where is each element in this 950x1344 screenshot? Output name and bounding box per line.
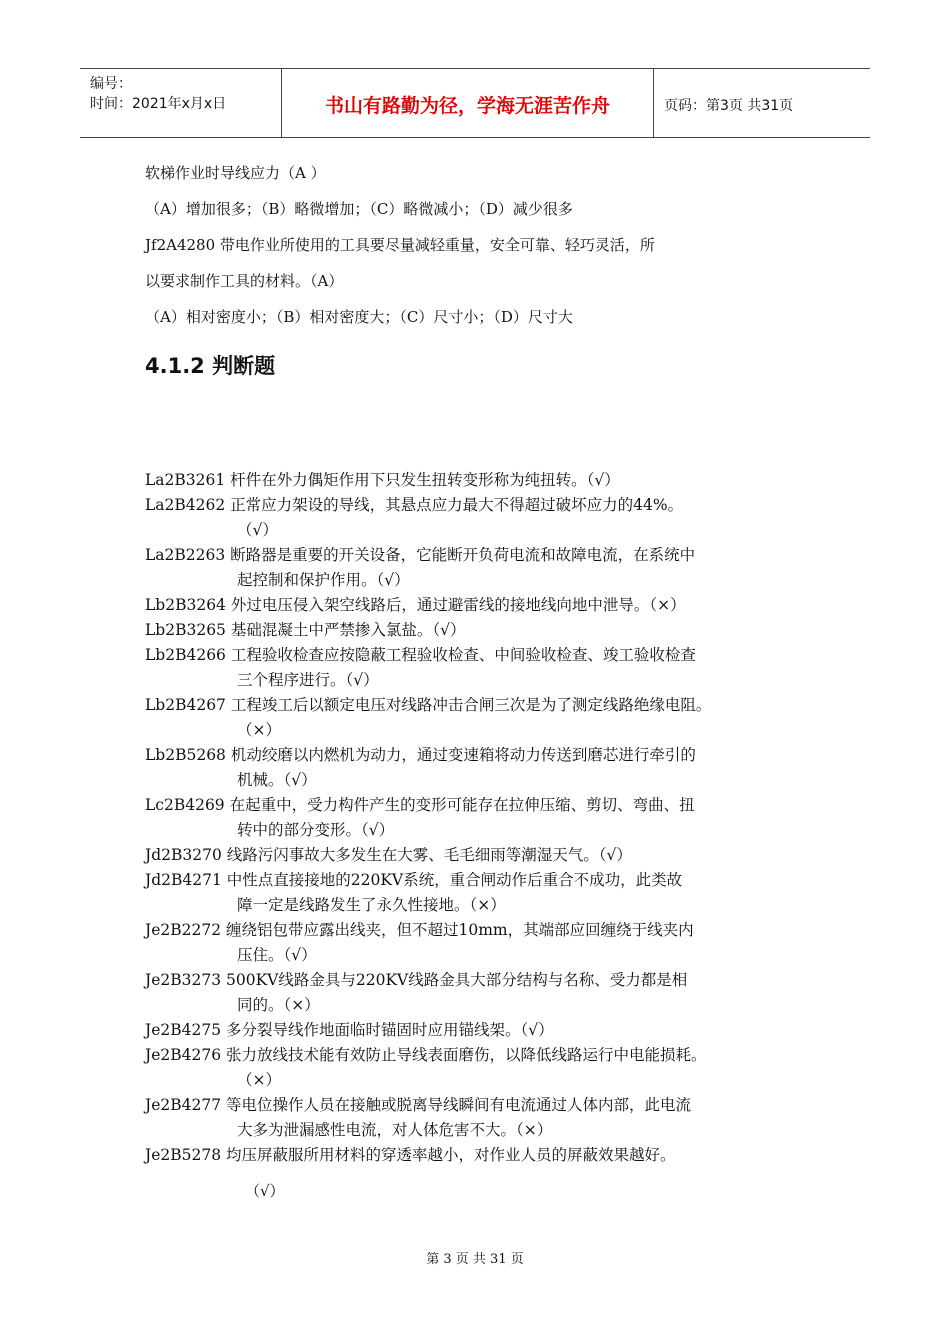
judgment-text-cont: 转中的部分变形。（√） xyxy=(237,821,395,839)
judgment-text: Jd2B4271 中性点直接接地的220KV系统，重合闸动作后重合不成功，此类故 xyxy=(145,871,683,889)
date-line: 时间：2021年x月x日 xyxy=(90,96,227,112)
judgment-text: Je2B5278 均压屏蔽服所用材料的穿透率越小，对作业人员的屏蔽效果越好。 xyxy=(145,1146,676,1164)
judgment-text: Je2B4277 等电位操作人员在接触或脱离导线瞬间有电流通过人体内部，此电流 xyxy=(145,1096,692,1114)
judgment-text: Lb2B4266 工程验收检查应按隐蔽工程验收检查、中间验收检查、竣工验收检查 xyxy=(145,646,696,664)
judgment-text: Je2B2272 缠绕铝包带应露出线夹，但不超过10mm，其端部应回缠绕于线夹内 xyxy=(145,921,694,939)
judgment-item xyxy=(145,793,835,843)
motto: 书山有路勤为径，学海无涯苦作舟 xyxy=(324,95,610,117)
judgment-item xyxy=(145,593,835,618)
judgment-item xyxy=(145,918,835,968)
judgment-text-cont: （×） xyxy=(237,1071,281,1089)
judgment-item xyxy=(145,968,835,1018)
header-meta xyxy=(80,69,282,137)
judgment-text-cont: （×） xyxy=(237,721,281,739)
judgment-text: Lb2B4267 工程竣工后以额定电压对线路冲击合闸三次是为了测定线路绝缘电阻。 xyxy=(145,696,712,714)
judgment-text: Lb2B3265 基础混凝土中严禁掺入氯盐。（√） xyxy=(145,621,466,639)
judgment-text: La2B2263 断路器是重要的开关设备，它能断开负荷电流和故障电流，在系统中 xyxy=(145,546,696,564)
judgment-item xyxy=(145,693,835,743)
judgment-text-cont: 机械。（√） xyxy=(237,771,317,789)
judgment-item xyxy=(145,743,835,793)
judgment-text: La2B4262 正常应力架设的导线，其悬点应力最大不得超过破坏应力的44%。 xyxy=(145,496,684,514)
page-footer: 第 3 页 共 31 页 xyxy=(426,1252,524,1267)
page-header xyxy=(80,68,870,138)
judgment-item xyxy=(145,493,835,543)
page-info: 页码：第3页 共31页 xyxy=(664,98,794,114)
judgment-item xyxy=(145,1143,835,1168)
mc-options: （A）相对密度小；（B）相对密度大；（C）尺寸小；（D）尺寸大 xyxy=(145,308,573,326)
judgment-text: Lc2B4269 在起重中，受力构件产生的变形可能存在拉伸压缩、剪切、弯曲、扭 xyxy=(145,796,695,814)
judgment-item xyxy=(145,1018,835,1043)
last-answer: （√） xyxy=(245,1182,285,1200)
judgment-item xyxy=(145,543,835,593)
judgment-text: Lb2B5268 机动绞磨以内燃机为动力，通过变速箱将动力传送到磨芯进行牵引的 xyxy=(145,746,696,764)
judgment-item xyxy=(145,618,835,643)
judgment-text-cont: （√） xyxy=(237,521,278,539)
section-title: 4.1.2 判断题 xyxy=(145,354,276,378)
judgment-item xyxy=(145,1093,835,1143)
judgment-item xyxy=(145,843,835,868)
mc-question-stem-cont: 以要求制作工具的材料。（A） xyxy=(145,272,344,290)
judgment-text: Je2B3273 500KV线路金具与220KV线路金具大部分结构与名称、受力都是相 xyxy=(145,971,688,989)
judgment-text: Je2B4276 张力放线技术能有效防止导线表面磨伤，以降低线路运行中电能损耗。 xyxy=(145,1046,707,1064)
judgment-text: Lb2B3264 外过电压侵入架空线路后，通过避雷线的接地线向地中泄导。（×） xyxy=(145,596,686,614)
judgment-item xyxy=(145,468,835,493)
judgment-text-cont: 压住。（√） xyxy=(237,946,317,964)
judgment-item xyxy=(145,1043,835,1093)
mc-options: （A）增加很多；（B）略微增加；（C）略微减小；（D）减少很多 xyxy=(145,200,573,218)
judgment-text: Je2B4275 多分裂导线作地面临时锚固时应用锚线架。（√） xyxy=(145,1021,554,1039)
judgment-text-cont: 障一定是线路发生了永久性接地。（×） xyxy=(237,896,506,914)
judgment-text-cont: 大多为泄漏感性电流，对人体危害不大。（×） xyxy=(237,1121,553,1139)
header-page-cell xyxy=(654,69,870,137)
judgment-item xyxy=(145,643,835,693)
header-motto-cell xyxy=(282,69,654,137)
judgment-text-cont: 起控制和保护作用。（√） xyxy=(237,571,410,589)
judgment-text-cont: 三个程序进行。（√） xyxy=(237,671,379,689)
judgment-text: Jd2B3270 线路污闪事故大多发生在大雾、毛毛细雨等潮湿天气。（√） xyxy=(145,846,632,864)
judgment-text-cont: 同的。（×） xyxy=(237,996,320,1014)
code-label: 编号： xyxy=(90,76,132,92)
judgment-text: La2B3261 杆件在外力偶矩作用下只发生扭转变形称为纯扭转。（√） xyxy=(145,471,620,489)
mc-question-stem: Jf2A4280 带电作业所使用的工具要尽量减轻重量，安全可靠、轻巧灵活，所 xyxy=(145,236,655,254)
mc-question-stem: 软梯作业时导线应力（A ） xyxy=(145,164,326,182)
judgment-item xyxy=(145,868,835,918)
